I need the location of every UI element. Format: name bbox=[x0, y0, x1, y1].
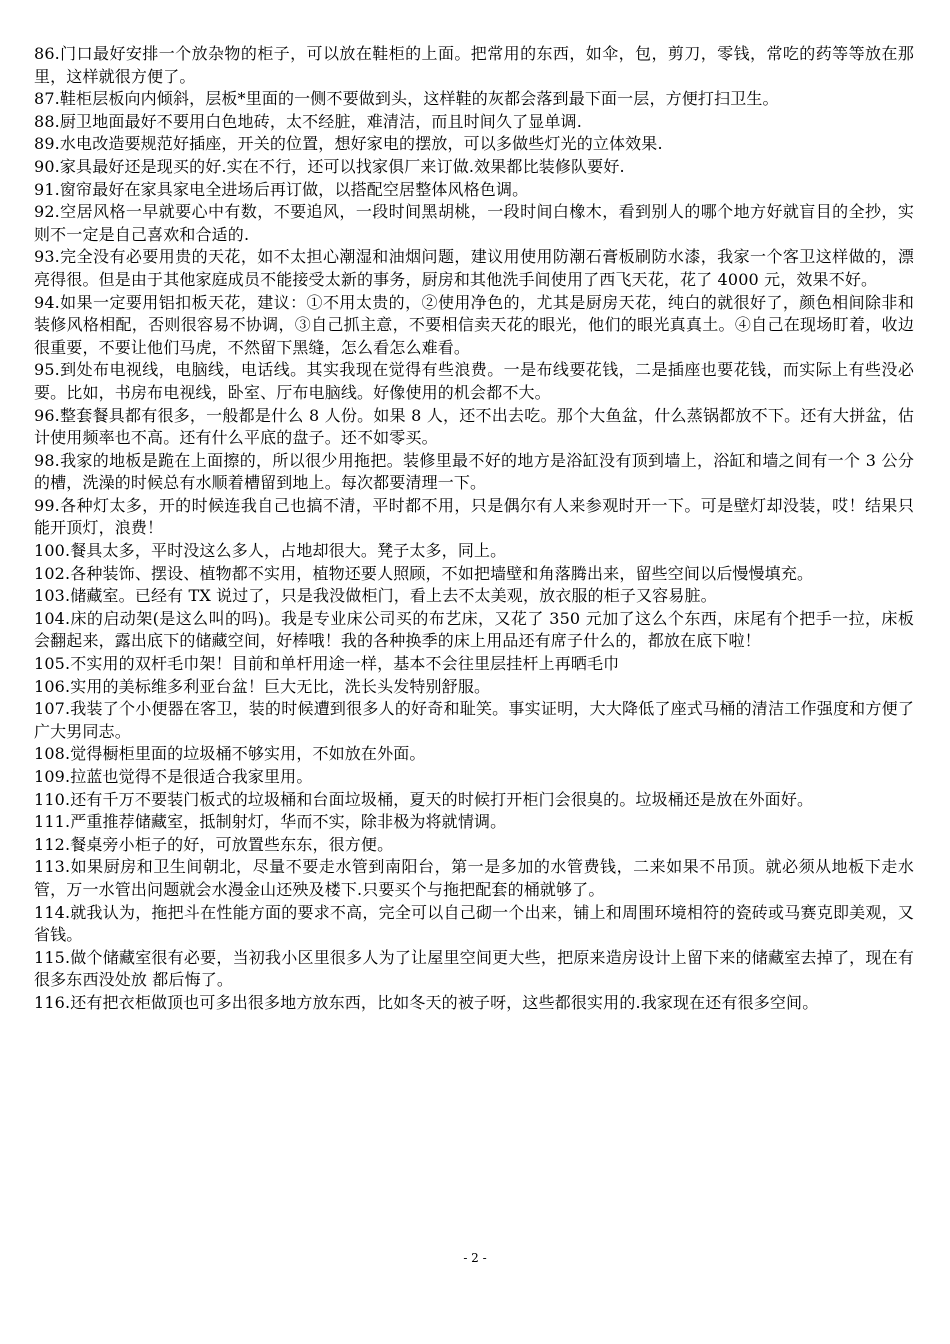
paragraph-89: 89.水电改造要规范好插座，开关的位置，想好家电的摆放，可以多做些灯光的立体效果. bbox=[34, 134, 663, 154]
paragraph-99: 99.各种灯太多，开的时候连我自己也搞不清，平时都不用，只是偶尔有人来参观时开一下。可是壁灯却没装，哎！结果只能开顶灯，浪费！ bbox=[34, 495, 914, 538]
paragraph-114: 114.就我认为，拖把斗在性能方面的要求不高，完全可以自己砌一个出来，铺上和周围环境相符的瓷砖或马赛克即美观，又省钱。 bbox=[34, 902, 914, 945]
paragraph-107: 107.我装了个小便器在客卫，装的时候遭到很多人的好奇和耻笑。事实证明，大大降低了座式马桶的清洁工作强度和方便了广大男同志。 bbox=[34, 699, 914, 741]
paragraph-94: 94.如果一定要用铝扣板天花，建议：①不用太贵的，②使用净色的，尤其是厨房天花，纯白的就很好了，颜色相间除非和装修风格相配，否则很容易不协调，③自己抓主意，不要相信卖天花的眼光，他们的眼光真真土。④自己在现场盯着，收边很重要，不要让他们马虎，不然留下黑缝，怎么看怎么难看。 bbox=[34, 292, 914, 357]
paragraph-90: 90.家具最好还是现买的好.实在不行，还可以找家俱厂来订做.效果都比装修队要好. bbox=[34, 156, 625, 176]
paragraph-112: 112.餐桌旁小柜子的好，可放置些东东，很方便。 bbox=[34, 834, 394, 854]
paragraph-110: 110.还有千万不要装门板式的垃圾桶和台面垃圾桶，夏天的时候打开柜门会很臭的。垃圾桶还是放在外面好。 bbox=[34, 789, 814, 809]
paragraph-87: 87.鞋柜层板向内倾斜，层板*里面的一侧不要做到头，这样鞋的灰都会落到最下面一层，方便打扫卫生。 bbox=[34, 89, 779, 109]
paragraph-92: 92.空居风格一早就要心中有数，不要追风，一段时间黑胡桃，一段时间白橡木，看到别人的哪个地方好就盲目的全抄，实则不一定是自己喜欢和合适的. bbox=[34, 202, 914, 244]
paragraph-91: 91.窗帘最好在家具家电全进场后再订做，以搭配空居整体风格色调。 bbox=[34, 179, 529, 199]
paragraph-86: 86.门口最好安排一个放杂物的柜子，可以放在鞋柜的上面。把常用的东西，如伞，包，剪刀，零钱，常吃的药等等放在那里，这样就很方便了。 bbox=[34, 44, 914, 86]
paragraph-102: 102.各种装饰、摆设、植物都不实用，植物还要人照顾，不如把墙壁和角落腾出来，留些空间以后慢慢填充。 bbox=[34, 563, 814, 583]
paragraph-116: 116.还有把衣柜做顶也可多出很多地方放东西，比如冬天的被子呀，这些都很实用的.我家现在还有很多空间。 bbox=[34, 992, 819, 1012]
paragraph-108: 108.觉得橱柜里面的垃圾桶不够实用，不如放在外面。 bbox=[34, 744, 426, 764]
paragraph-104: 104.床的启动架(是这么叫的吗)。我是专业床公司买的布艺床，又花了 350 元加了这么个东西，床尾有个把手一拉，床板会翻起来，露出底下的储藏空间，好棒哦！我的各种换季的床上用品还有席子什么的，都放在底下啦！ bbox=[34, 608, 914, 651]
paragraph-111: 111.严重推荐储藏室，抵制射灯，华而不实，除非极为将就情调。 bbox=[34, 812, 507, 832]
paragraph-93: 93.完全没有必要用贵的天花，如不太担心潮湿和油烟问题，建议用使用防潮石膏板刷防水漆，我家一个客卫这样做的，漂亮得很。但是由于其他家庭成员不能接受太新的事务，厨房和其他洗手间使用了西飞天花，花了 4000 元，效果不好。 bbox=[34, 247, 914, 289]
paragraph-88: 88.厨卫地面最好不要用白色地砖，太不经脏，难清洁，而且时间久了显单调. bbox=[34, 111, 582, 131]
paragraph-96: 96.整套餐具都有很多，一般都是什么 8 人份。如果 8 人，还不出去吃。那个大鱼盆，什么蒸锅都放不下。还有大拼盆，估计使用频率也不高。还有什么平底的盘子。还不如零买。 bbox=[34, 405, 914, 448]
paragraph-109: 109.拉蓝也觉得不是很适合我家里用。 bbox=[34, 767, 313, 786]
paragraph-98: 98.我家的地板是跪在上面擦的，所以很少用拖把。装修里最不好的地方是浴缸没有顶到墙上，浴缸和墙之间有一个 3 公分的槽，洗澡的时候总有水顺着槽留到地上。每次都要清理一下。 bbox=[34, 450, 914, 493]
paragraph-106: 106.实用的美标维多利亚台盆！巨大无比，洗长头发特别舒服。 bbox=[34, 676, 491, 696]
document-body bbox=[34, 43, 914, 1015]
paragraph-103: 103.储藏室。已经有 TX 说过了，只是我没做柜门，看上去不太美观，放衣服的柜子又容易脏。 bbox=[34, 586, 717, 606]
paragraph-113: 113.如果厨房和卫生间朝北，尽量不要走水管到南阳台，第一是多加的水管费钱，二来如果不吊顶。就必须从地板下走水管，万一水管出问题就会水漫金山还殃及楼下.只要买个与拖把配套的桶就够了。 bbox=[34, 857, 914, 899]
paragraph-115: 115.做个储藏室很有必要，当初我小区里很多人为了让屋里空间更大些，把原来造房设计上留下来的储藏室去掉了，现在有很多东西没处放 都后悔了。 bbox=[34, 947, 914, 990]
page-number: - 2 - bbox=[463, 1251, 487, 1265]
paragraph-100: 100.餐具太多，平时没这么多人，占地却很大。凳子太多，同上。 bbox=[34, 541, 507, 561]
paragraph-105: 105.不实用的双杆毛巾架！目前和单杆用途一样，基本不会往里层挂杆上再晒毛巾 bbox=[34, 654, 620, 674]
paragraph-95: 95.到处布电视线，电脑线，电话线。其实我现在觉得有些浪费。一是布线要花钱，二是插座也要花钱，而实际上有些没必要。比如，书房布电视线，卧室、厅布电脑线。好像使用的机会都不大。 bbox=[34, 360, 914, 402]
